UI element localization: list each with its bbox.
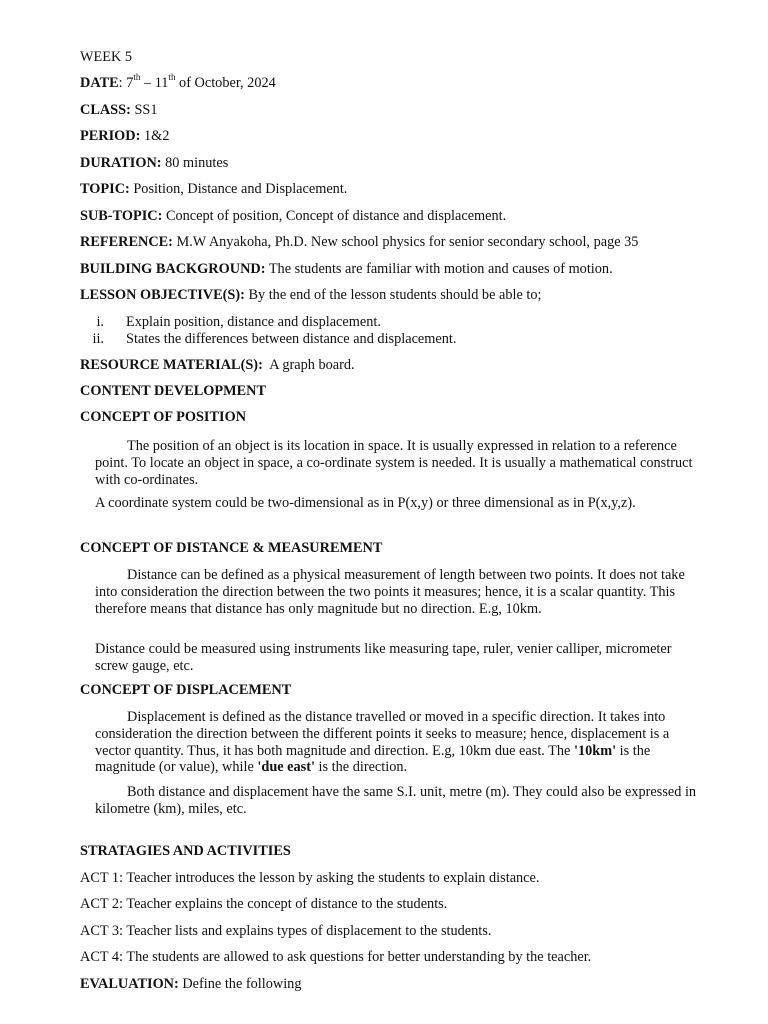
objective-text: Explain position, distance and displacement. (126, 314, 381, 330)
content-development-heading: CONTENT DEVELOPMENT (80, 383, 267, 399)
displacement-paragraph-1: Displacement is defined as the distance travelled or moved in a specific direction. It takes into consideration the direction between the different points it seeks to measure; hence, displacement is a vector quantity. Thus, it has both magnitude and direction. E.g, 10km due east. The '10km' is the magnitude (or value), while 'due east' is the direction. (95, 709, 670, 776)
period-line: PERIOD: 1&2 (80, 128, 170, 144)
topic-line: TOPIC: Position, Distance and Displacement. (80, 181, 348, 197)
activity-item: ACT 2: Teacher explains the concept of distance to the students. (80, 896, 448, 912)
objective-number: i. (96, 314, 104, 330)
displacement-paragraph-2: Both distance and displacement have the same S.I. unit, metre (m). They could also be expressed in kilometre (km), miles, etc. (95, 784, 697, 817)
objective-number: ii. (92, 331, 104, 347)
week-label: WEEK 5 (80, 49, 133, 65)
activity-item: ACT 4: The students are allowed to ask questions for better understanding by the teacher. (80, 949, 592, 965)
position-paragraph-2: A coordinate system could be two-dimensional as in P(x,y) or three dimensional as in P(x,y,z). (95, 495, 636, 511)
distance-heading: CONCEPT OF DISTANCE & MEASUREMENT (80, 540, 383, 556)
reference-line: REFERENCE: M.W Anyakoha, Ph.D. New school physics for senior secondary school, page 35 (80, 234, 639, 250)
strategies-heading: STRATAGIES AND ACTIVITIES (80, 843, 291, 859)
position-heading: CONCEPT OF POSITION (80, 409, 247, 425)
building-background-line: BUILDING BACKGROUND: The students are familiar with motion and causes of motion. (80, 261, 613, 277)
duration-line: DURATION: 80 minutes (80, 155, 229, 171)
activity-item: ACT 1: Teacher introduces the lesson by asking the students to explain distance. (80, 870, 540, 886)
date-label: DATE (80, 75, 119, 91)
distance-paragraph-2: Distance could be measured using instruments like measuring tape, ruler, venier calliper, micrometer screw gauge, etc. (95, 641, 672, 674)
distance-paragraph-1: Distance can be defined as a physical measurement of length between two points. It does not take into consideration the direction between the two points it measures; hence, it is a scalar quantity. This therefore means that distance has only magnitude but no direction. E.g, 10km. (95, 567, 685, 617)
evaluation-line: EVALUATION: Define the following (80, 976, 302, 992)
displacement-heading: CONCEPT OF DISPLACEMENT (80, 682, 292, 698)
position-paragraph-1: The position of an object is its location in space. It is usually expressed in relation to a reference point. To locate an object in space, a co-ordinate system is needed. It is usually a mathematical construct with co-ordinates. (95, 438, 693, 488)
resource-line: RESOURCE MATERIAL(S): A graph board. (80, 357, 355, 373)
class-line: CLASS: SS1 (80, 102, 158, 118)
activity-item: ACT 3: Teacher lists and explains types of displacement to the students. (80, 923, 492, 939)
lesson-objectives-line: LESSON OBJECTIVE(S): By the end of the lesson students should be able to; (80, 287, 542, 303)
objective-text: States the differences between distance and displacement. (126, 331, 457, 347)
date-line: DATE: 7th – 11th of October, 2024 (80, 72, 276, 91)
subtopic-line: SUB-TOPIC: Concept of position, Concept of distance and displacement. (80, 208, 507, 224)
